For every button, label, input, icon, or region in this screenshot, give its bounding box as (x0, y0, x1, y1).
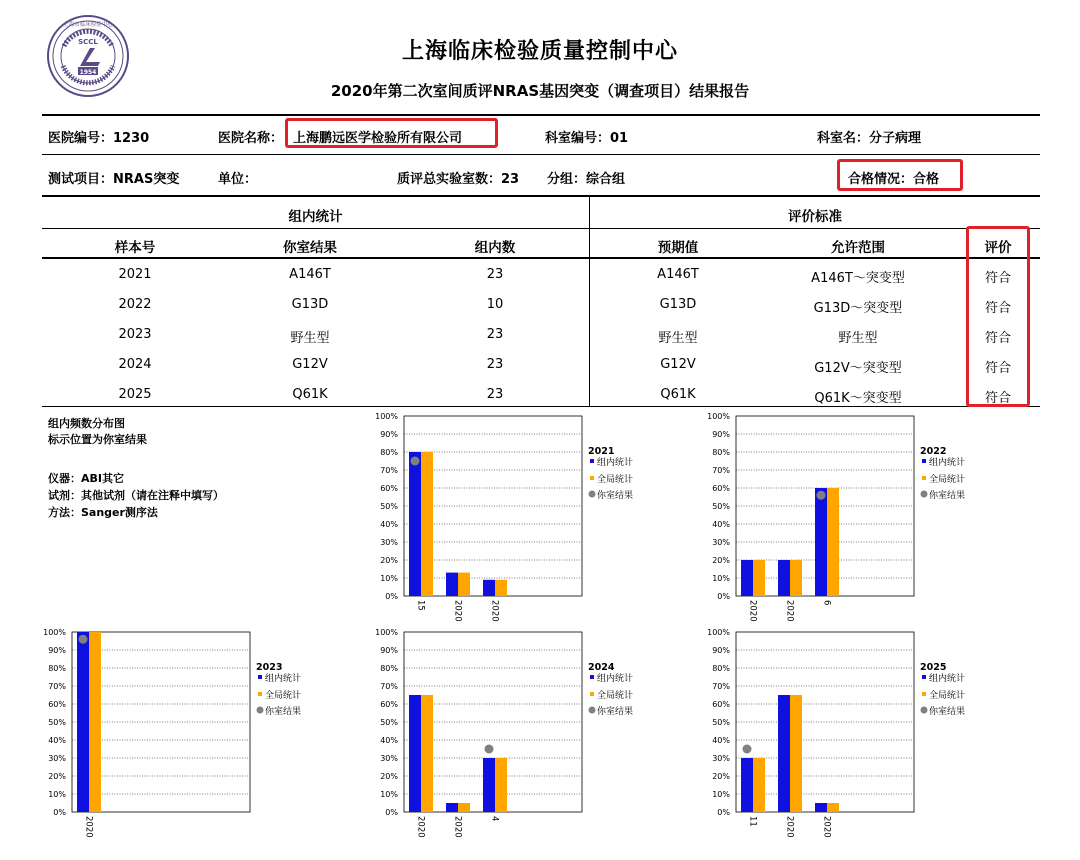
col-group-count: 组内数 (474, 240, 516, 256)
legend-overall: 全局统计 (597, 475, 634, 485)
legend-swatch-overall (590, 692, 594, 696)
y-tick-label: 20% (380, 556, 398, 565)
y-tick-label: 50% (380, 502, 398, 511)
legend-swatch-yours (921, 707, 928, 714)
y-tick-label: 0% (385, 592, 398, 601)
y-tick-label: 10% (380, 574, 398, 583)
column-divider (589, 196, 590, 406)
y-tick-label: 70% (48, 682, 66, 691)
bar-group (741, 560, 753, 596)
rule-info-1 (42, 154, 1040, 155)
legend-swatch-yours (921, 491, 928, 498)
legend-swatch-overall (922, 692, 926, 696)
cell-sample: 2022 (118, 297, 152, 312)
bar-overall (827, 803, 839, 812)
cell-evaluation: 符合 (984, 361, 1011, 376)
y-tick-label: 20% (712, 772, 730, 781)
y-tick-label: 70% (712, 682, 730, 691)
y-tick-label: 100% (707, 628, 730, 637)
y-tick-label: 10% (48, 790, 66, 799)
col-sample: 样本号 (114, 240, 156, 256)
reagent: 试剂：其他试剂（请在注释中填写） (48, 489, 224, 502)
legend-group: 组内统计 (597, 674, 634, 684)
cell-your-result: Q61K (292, 387, 328, 402)
hospital-name-label: 医院名称： (218, 131, 284, 146)
y-tick-label: 100% (43, 628, 66, 637)
y-tick-label: 100% (707, 412, 730, 421)
group: 分组：综合组 (547, 172, 626, 187)
y-tick-label: 40% (48, 736, 66, 745)
cell-range: G12V～突变型 (814, 361, 902, 376)
instrument: 仪器：ABI其它 (48, 472, 124, 485)
legend-swatch-group (258, 675, 262, 679)
y-tick-label: 60% (712, 700, 730, 709)
logo-year: 1954 (79, 69, 97, 76)
rule-info-2 (42, 195, 1040, 197)
bar-group (483, 758, 495, 812)
y-tick-label: 90% (380, 646, 398, 655)
y-tick-label: 30% (380, 538, 398, 547)
your-result-marker (411, 457, 420, 466)
legend-swatch-yours (589, 707, 596, 714)
x-tick-label: 2020 (83, 816, 94, 838)
bar-group (409, 452, 421, 596)
x-tick-label: 2020 (415, 816, 426, 838)
y-tick-label: 80% (380, 448, 398, 457)
bar-group (77, 632, 89, 812)
bar-overall (790, 695, 802, 812)
col-evaluation: 评价 (984, 240, 1012, 256)
chart-title: 2024 (588, 662, 615, 673)
legend-group: 组内统计 (929, 458, 966, 468)
y-tick-label: 10% (712, 574, 730, 583)
method: 方法：Sanger测序法 (48, 506, 158, 519)
your-result-marker (79, 635, 88, 644)
x-tick-label: 6 (821, 600, 832, 606)
dept-name: 科室名：分子病理 (817, 131, 922, 146)
cell-group-count: 23 (486, 267, 504, 282)
x-tick-label: 2020 (784, 600, 795, 622)
your-result-marker (743, 745, 752, 754)
bar-group (741, 758, 753, 812)
chart-title: 2025 (920, 662, 947, 673)
legend-yours: 你室结果 (929, 491, 966, 501)
dept-no: 科室编号：01 (545, 131, 629, 146)
cell-range: 野生型 (838, 331, 878, 346)
cell-expected: 野生型 (658, 331, 698, 346)
y-tick-label: 30% (712, 754, 730, 763)
cell-group-count: 10 (486, 297, 504, 312)
bar-group (815, 803, 827, 812)
x-tick-label: 2020 (747, 600, 758, 622)
y-tick-label: 60% (712, 484, 730, 493)
report-subtitle: 2020年第二次室间质评NRAS基因突变（调查项目）结果报告 (330, 82, 750, 100)
legend-swatch-group (590, 459, 594, 463)
qualification: 合格情况：合格 (848, 172, 940, 187)
x-tick-label: 4 (489, 816, 500, 822)
y-tick-label: 60% (380, 700, 398, 709)
col-your-result: 你室结果 (283, 240, 337, 256)
x-tick-label: 2020 (784, 816, 795, 838)
cell-sample: 2025 (118, 387, 152, 402)
rule-table-bottom (42, 406, 1040, 407)
x-tick-label: 2020 (821, 816, 832, 838)
chart-2025 (692, 624, 1002, 854)
chart-2023 (28, 624, 338, 854)
y-tick-label: 20% (380, 772, 398, 781)
legend-swatch-yours (257, 707, 264, 714)
y-tick-label: 20% (48, 772, 66, 781)
y-tick-label: 70% (712, 466, 730, 475)
y-tick-label: 30% (48, 754, 66, 763)
bar-overall (421, 695, 433, 812)
bar-overall (89, 632, 101, 812)
y-tick-label: 10% (380, 790, 398, 799)
total-labs: 质评总实验室数：23 (397, 172, 520, 187)
y-tick-label: 80% (712, 664, 730, 673)
legend-swatch-overall (258, 692, 262, 696)
bar-group (409, 695, 421, 812)
bar-group (815, 488, 827, 596)
chart-title: 2023 (256, 662, 283, 673)
y-tick-label: 90% (712, 430, 730, 439)
cell-group-count: 23 (486, 357, 504, 372)
bar-overall (458, 803, 470, 812)
group-stats-header: 组内统计 (288, 209, 343, 225)
highlight-hospital-name (285, 118, 498, 148)
x-tick-label: 2020 (452, 600, 463, 622)
y-tick-label: 30% (712, 538, 730, 547)
y-tick-label: 80% (380, 664, 398, 673)
legend-overall: 全局统计 (265, 691, 302, 701)
legend-overall: 全局统计 (597, 691, 634, 701)
y-tick-label: 70% (380, 466, 398, 475)
y-tick-label: 50% (712, 718, 730, 727)
cell-range: G13D～突变型 (813, 301, 903, 316)
y-tick-label: 30% (380, 754, 398, 763)
cell-evaluation: 符合 (984, 331, 1011, 346)
y-tick-label: 70% (380, 682, 398, 691)
logo-top-text: 上海市临床检验中心 (63, 22, 113, 28)
chart-2022 (692, 408, 1002, 633)
y-tick-label: 0% (717, 592, 730, 601)
chart-title: 2021 (588, 446, 615, 457)
your-result-marker (817, 491, 826, 500)
legend-group: 组内统计 (597, 458, 634, 468)
y-tick-label: 90% (712, 646, 730, 655)
y-tick-label: 50% (380, 718, 398, 727)
x-tick-label: 15 (415, 600, 426, 611)
legend-overall: 全局统计 (929, 475, 966, 485)
cell-expected: G12V (660, 357, 696, 372)
y-tick-label: 100% (375, 628, 398, 637)
cell-group-count: 23 (486, 387, 504, 402)
y-tick-label: 60% (48, 700, 66, 709)
y-tick-label: 100% (375, 412, 398, 421)
y-tick-label: 50% (712, 502, 730, 511)
cell-sample: 2021 (118, 267, 152, 282)
y-tick-label: 0% (385, 808, 398, 817)
y-tick-label: 90% (380, 430, 398, 439)
cell-expected: G13D (659, 297, 697, 312)
y-tick-label: 90% (48, 646, 66, 655)
legend-swatch-overall (590, 476, 594, 480)
cell-sample: 2023 (118, 327, 152, 342)
x-tick-label: 11 (747, 816, 758, 827)
unit: 单位： (218, 172, 258, 187)
cell-evaluation: 符合 (984, 301, 1011, 316)
y-tick-label: 40% (712, 736, 730, 745)
cell-expected: A146T (657, 267, 699, 282)
highlight-evaluation-column (966, 226, 1030, 407)
x-tick-label: 2020 (489, 600, 500, 622)
bar-overall (827, 488, 839, 596)
legend-swatch-group (922, 675, 926, 679)
bar-group (446, 573, 458, 596)
y-tick-label: 0% (53, 808, 66, 817)
bar-overall (790, 560, 802, 596)
legend-yours: 你室结果 (597, 491, 634, 501)
y-tick-label: 20% (712, 556, 730, 565)
cell-evaluation: 符合 (984, 271, 1011, 286)
marker-note: 标示位置为你室结果 (48, 433, 147, 446)
y-tick-label: 10% (712, 790, 730, 799)
chart-2021 (360, 408, 670, 633)
test-item: 测试项目：NRAS突变 (48, 172, 180, 187)
y-tick-label: 80% (712, 448, 730, 457)
rule-head-1 (42, 228, 1040, 229)
logo-abbr: SCCL (78, 38, 98, 46)
cell-range: Q61K～突变型 (814, 391, 902, 406)
y-tick-label: 50% (48, 718, 66, 727)
y-tick-label: 40% (380, 736, 398, 745)
bar-group (778, 560, 790, 596)
bar-group (446, 803, 458, 812)
x-tick-label: 2020 (452, 816, 463, 838)
rule-head-2 (42, 257, 1040, 259)
legend-swatch-overall (922, 476, 926, 480)
cell-your-result: G12V (292, 357, 328, 372)
rule-top (42, 114, 1040, 116)
chart-title: 2022 (920, 446, 947, 457)
y-tick-label: 80% (48, 664, 66, 673)
cell-range: A146T～突变型 (811, 271, 905, 286)
col-expected: 预期值 (657, 240, 699, 256)
y-tick-label: 40% (380, 520, 398, 529)
legend-group: 组内统计 (929, 674, 966, 684)
cell-your-result: G13D (291, 297, 329, 312)
bar-overall (421, 452, 433, 596)
y-tick-label: 0% (717, 808, 730, 817)
y-tick-label: 40% (712, 520, 730, 529)
bar-overall (495, 758, 507, 812)
cell-sample: 2024 (118, 357, 152, 372)
y-tick-label: 60% (380, 484, 398, 493)
your-result-marker (485, 745, 494, 754)
bar-group (483, 580, 495, 596)
legend-overall: 全局统计 (929, 691, 966, 701)
legend-swatch-yours (589, 491, 596, 498)
legend-yours: 你室结果 (597, 707, 634, 717)
dist-title: 组内频数分布图 (48, 417, 125, 430)
criteria-header: 评价标准 (788, 209, 842, 225)
legend-group: 组内统计 (265, 674, 302, 684)
hospital-no: 医院编号：1230 (48, 131, 150, 146)
legend-swatch-group (922, 459, 926, 463)
bar-overall (458, 573, 470, 596)
legend-yours: 你室结果 (265, 707, 302, 717)
legend-swatch-group (590, 675, 594, 679)
report-title: 上海临床检验质量控制中心 (401, 39, 678, 64)
cell-your-result: 野生型 (290, 331, 330, 346)
cell-expected: Q61K (660, 387, 696, 402)
chart-2024 (360, 624, 670, 854)
bar-overall (753, 758, 765, 812)
col-range: 允许范围 (831, 240, 885, 256)
bar-group (778, 695, 790, 812)
hospital-name: 上海鹏远医学检验所有限公司 (293, 131, 463, 146)
highlight-qualification (837, 159, 963, 191)
legend-yours: 你室结果 (929, 707, 966, 717)
cell-your-result: A146T (289, 267, 331, 282)
cell-evaluation: 符合 (984, 391, 1011, 406)
bar-overall (495, 580, 507, 596)
bar-overall (753, 560, 765, 596)
cell-group-count: 23 (486, 327, 504, 342)
